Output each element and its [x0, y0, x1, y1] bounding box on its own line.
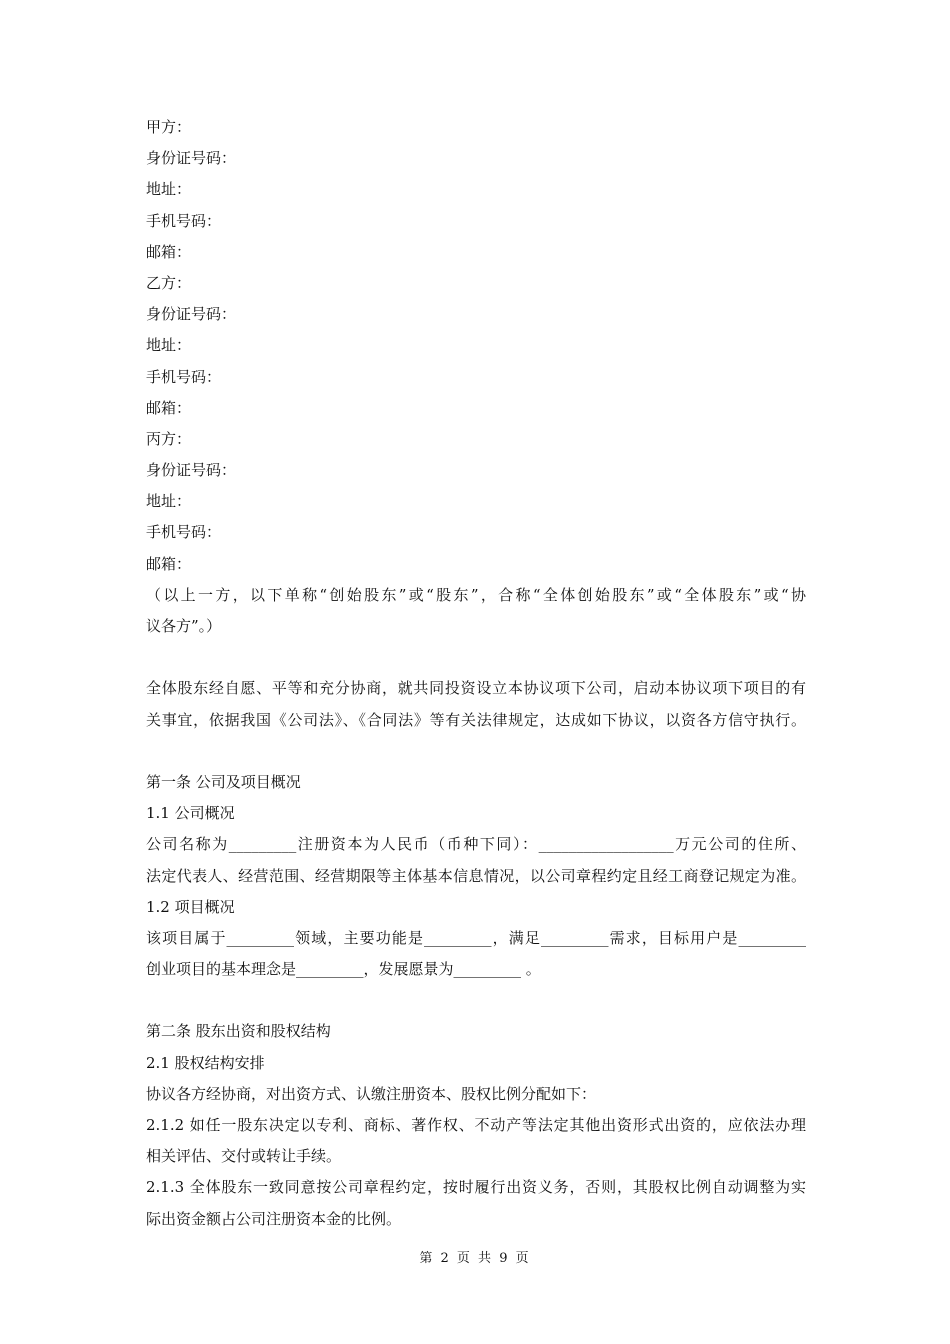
preamble-line: 关事宜，依据我国《公司法》、《合同法》等有关法律规定，达成如下协议，以资各方信守执行。	[146, 710, 806, 729]
preamble-line: 全体股东经自愿、平等和充分协商，就共同投资设立本协议项下公司，启动本协议项下项目的有	[146, 679, 806, 698]
spacer	[146, 985, 806, 1016]
party-b-address-label: 地址：	[146, 336, 192, 355]
party-b-email-label: 邮箱：	[146, 398, 192, 417]
party-c-block	[146, 424, 806, 580]
section-2-1-2-line: 2.1.2 如任一股东决定以专利、商标、著作权、不动产等法定其他出资形式出资的，应依法办理	[146, 1116, 806, 1134]
party-c-label: 丙方：	[146, 429, 192, 448]
party-b-block	[146, 268, 806, 424]
section-2-1-title: 2.1 股权结构安排	[146, 1053, 265, 1072]
section-2-1-3-line: 际出资金额占公司注册资本金的比例。	[146, 1209, 402, 1228]
party-c-id-label: 身份证号码：	[146, 461, 237, 480]
section-2-1-2-line: 相关评估、交付或转让手续。	[146, 1147, 342, 1166]
article-2	[146, 1016, 806, 1234]
section-1-2-title: 1.2 项目概况	[146, 897, 235, 916]
party-b-phone-label: 手机号码：	[146, 367, 222, 386]
party-a-block	[146, 112, 806, 268]
party-a-address-label: 地址：	[146, 180, 192, 199]
party-a-phone-label: 手机号码：	[146, 211, 222, 230]
page-number-footer: 第 2 页 共 9 页	[419, 1251, 531, 1266]
section-1-2-line: 创业项目的基本理念是_________，发展愿景为_________ 。	[146, 960, 541, 979]
article-1-title: 第一条 公司及项目概况	[146, 772, 301, 791]
section-1-1-line: 法定代表人、经营范围、经营期限等主体基本信息情况，以公司章程约定且经工商登记规定为准。	[146, 866, 806, 885]
document-page	[146, 112, 806, 1235]
section-1-2-line: 该项目属于_________领域，主要功能是_________，满足_________需求，目标用户是_________	[146, 928, 806, 947]
party-note	[146, 580, 806, 642]
party-c-email-label: 邮箱：	[146, 554, 192, 573]
party-a-email-label: 邮箱：	[146, 242, 192, 261]
section-2-1-text: 协议各方经协商，对出资方式、认缴注册资本、股权比例分配如下：	[146, 1084, 597, 1103]
party-c-address-label: 地址：	[146, 492, 192, 511]
section-1-1-line: 公司名称为_________注册资本为人民币（币种下同）：__________________万元公司的住所、	[146, 835, 806, 854]
party-note-line: （以上一方，以下单称“创始股东”或“股东”，合称“全体创始股东”或“全体股东”或“协	[146, 585, 806, 604]
party-note-line: 议各方”。）	[146, 617, 222, 635]
party-c-phone-label: 手机号码：	[146, 523, 222, 542]
article-1	[146, 767, 806, 985]
party-b-label: 乙方：	[146, 273, 192, 292]
party-a-id-label: 身份证号码：	[146, 149, 237, 168]
article-2-title: 第二条 股东出资和股权结构	[146, 1022, 331, 1041]
section-1-1-title: 1.1 公司概况	[146, 804, 235, 823]
party-a-label: 甲方：	[146, 118, 192, 136]
spacer	[146, 642, 806, 673]
section-2-1-3-line: 2.1.3 全体股东一致同意按公司章程约定，按时履行出资义务，否则，其股权比例自动调整为实	[146, 1178, 806, 1197]
party-b-id-label: 身份证号码：	[146, 305, 237, 324]
spacer	[146, 736, 806, 767]
preamble-paragraph	[146, 673, 806, 735]
